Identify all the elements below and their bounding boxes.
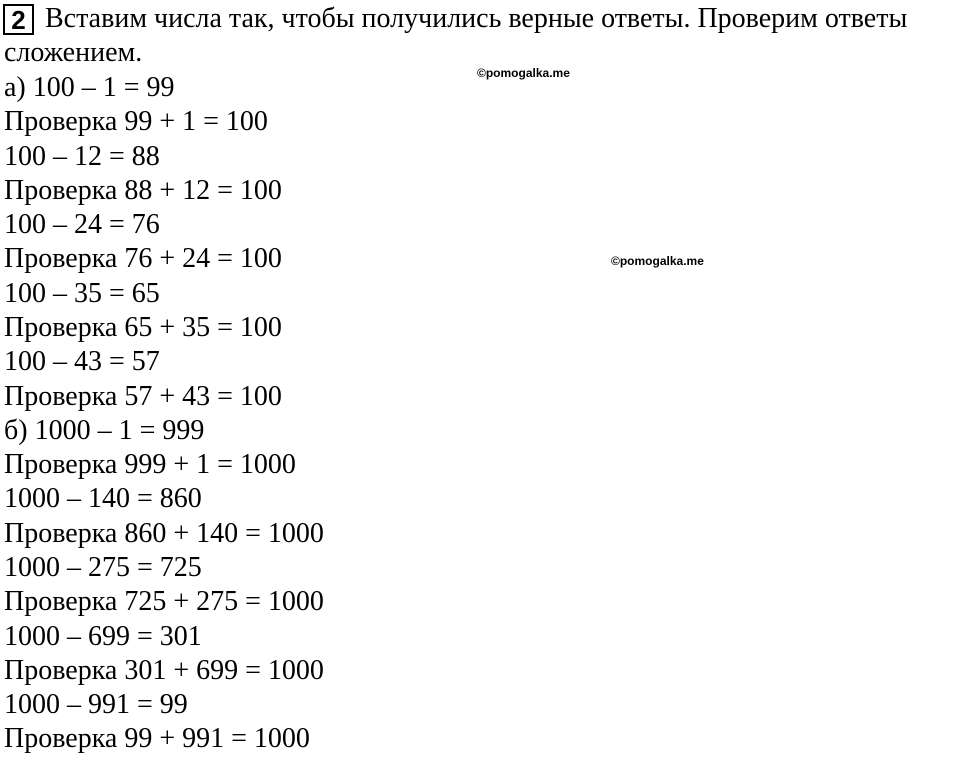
watermark: ©pomogalka.me xyxy=(477,66,570,80)
check-line-b2: Проверка 860 + 140 = 1000 xyxy=(4,518,324,549)
task-number: 2 xyxy=(11,4,26,35)
task-number-badge xyxy=(3,4,34,35)
check-line-b4: Проверка 301 + 699 = 1000 xyxy=(4,655,324,686)
equation-line-a2: 100 – 12 = 88 xyxy=(4,141,160,172)
equation-line-a1: а) 100 – 1 = 99 xyxy=(4,72,175,103)
task-intro-line-2: сложением. xyxy=(4,37,143,68)
equation-line-b2: 1000 – 140 = 860 xyxy=(4,483,202,514)
check-line-b3: Проверка 725 + 275 = 1000 xyxy=(4,586,324,617)
check-line-a5: Проверка 57 + 43 = 100 xyxy=(4,381,282,412)
equation-line-b4: 1000 – 699 = 301 xyxy=(4,621,202,652)
check-line-a1: Проверка 99 + 1 = 100 xyxy=(4,106,268,137)
task-intro-line-1: Вставим числа так, чтобы получились верные ответы. Проверим ответы xyxy=(45,3,908,34)
watermark: ©pomogalka.me xyxy=(611,254,704,268)
check-line-a2: Проверка 88 + 12 = 100 xyxy=(4,175,282,206)
check-line-b5: Проверка 99 + 991 = 1000 xyxy=(4,723,310,754)
equation-line-b3: 1000 – 275 = 725 xyxy=(4,552,202,583)
check-line-a4: Проверка 65 + 35 = 100 xyxy=(4,312,282,343)
equation-line-b5: 1000 – 991 = 99 xyxy=(4,689,188,720)
equation-line-a3: 100 – 24 = 76 xyxy=(4,209,160,240)
check-line-b1: Проверка 999 + 1 = 1000 xyxy=(4,449,296,480)
equation-line-a5: 100 – 43 = 57 xyxy=(4,346,160,377)
check-line-a3: Проверка 76 + 24 = 100 xyxy=(4,243,282,274)
equation-line-b1: б) 1000 – 1 = 999 xyxy=(4,415,205,446)
equation-line-a4: 100 – 35 = 65 xyxy=(4,278,160,309)
